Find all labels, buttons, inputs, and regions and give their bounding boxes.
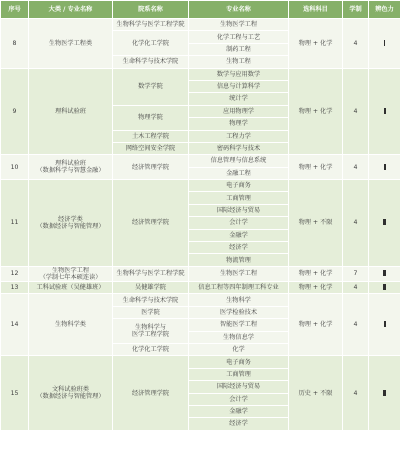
color-level-bar-icon <box>384 321 386 327</box>
group-subjects: 物理 + 化学 <box>289 282 343 294</box>
major-name: 金融工程 <box>189 167 289 179</box>
major-name: 金融学 <box>189 405 289 417</box>
color-level <box>369 356 400 430</box>
college-name: 数学学院 <box>113 68 189 105</box>
college-name: 化学化工学院 <box>113 31 189 56</box>
major-name: 信息与计算科学 <box>189 80 289 92</box>
group-years: 4 <box>343 294 369 356</box>
group-category: 生物医学工程 （学制七年本硕连读） <box>29 266 113 281</box>
color-level <box>369 180 400 267</box>
major-name: 化学工程与工艺 <box>189 31 289 43</box>
group-no: 11 <box>1 180 29 267</box>
color-level-bar-icon <box>384 164 386 170</box>
table-row <box>1 155 400 167</box>
group-subjects: 物理 + 化学 <box>289 19 343 69</box>
group-category: 理科试验班 （数据科学与智慧金融） <box>29 155 113 180</box>
major-name: 应用物理学 <box>189 105 289 117</box>
group-subjects: 物理 + 不限 <box>289 180 343 267</box>
major-name: 工程力学 <box>189 130 289 142</box>
major-name: 密码科学与技术 <box>189 142 289 154</box>
color-level-bar-icon <box>383 219 386 225</box>
college-name: 土木工程学院 <box>113 130 189 142</box>
header-years: 学制 <box>343 1 369 19</box>
major-name: 会计学 <box>189 393 289 405</box>
group-subjects: 物理 + 化学 <box>289 68 343 155</box>
group-years: 4 <box>343 19 369 69</box>
major-name: 经济学 <box>189 242 289 254</box>
group-category: 理科试验班 <box>29 68 113 155</box>
college-name: 医学院 <box>113 306 189 318</box>
table-row <box>1 356 400 368</box>
header-subjects: 选科科目 <box>289 1 343 19</box>
group-years: 4 <box>343 356 369 430</box>
color-level <box>369 282 400 294</box>
header-color: 辨色力 <box>369 1 400 19</box>
major-name: 工商管理 <box>189 368 289 380</box>
group-category: 经济学类 （数据经济与智能管理） <box>29 180 113 267</box>
group-category: 文科试验班类 （数据经济与智能管理） <box>29 356 113 430</box>
major-name: 电子商务 <box>189 356 289 368</box>
college-name: 生物科学与医学工程学院 <box>113 19 189 31</box>
college-name: 生物科学与医学工程学院 <box>113 266 189 281</box>
group-no: 15 <box>1 356 29 430</box>
college-name: 生物科学与 医学工程学院 <box>113 319 189 344</box>
header-no: 序号 <box>1 1 29 19</box>
major-name: 金融学 <box>189 229 289 241</box>
college-name: 经济管理学院 <box>113 180 189 267</box>
college-name: 生命科学与技术学院 <box>113 56 189 68</box>
major-name: 统计学 <box>189 93 289 105</box>
color-level-bar-icon <box>383 270 386 276</box>
group-category: 工科试验班（吴健雄班） <box>29 282 113 294</box>
college-name: 经济管理学院 <box>113 155 189 180</box>
college-name: 化学化工学院 <box>113 344 189 356</box>
major-name: 信息工程等四年制理工科专业 <box>189 282 289 294</box>
major-name: 电子商务 <box>189 180 289 192</box>
major-name: 物流管理 <box>189 254 289 266</box>
header-category: 大类 / 专业名称 <box>29 1 113 19</box>
table-row <box>1 180 400 192</box>
group-subjects: 物理 + 化学 <box>289 266 343 281</box>
group-years: 4 <box>343 155 369 180</box>
color-level-bar-icon <box>384 40 385 46</box>
color-level <box>369 155 400 180</box>
color-level-bar-icon <box>383 284 386 290</box>
color-level <box>369 68 400 155</box>
group-category: 生物科学类 <box>29 294 113 356</box>
color-level <box>369 294 400 356</box>
major-name: 会计学 <box>189 217 289 229</box>
major-name: 制药工程 <box>189 43 289 55</box>
group-subjects: 物理 + 化学 <box>289 155 343 180</box>
header-row <box>1 1 400 19</box>
group-years: 4 <box>343 68 369 155</box>
group-no: 8 <box>1 19 29 69</box>
group-no: 10 <box>1 155 29 180</box>
major-name: 数学与应用数学 <box>189 68 289 80</box>
color-level-bar-icon <box>384 108 386 114</box>
college-name: 网络空间安全学院 <box>113 142 189 154</box>
group-category: 生物医学工程类 <box>29 19 113 69</box>
color-level-bar-icon <box>383 390 386 396</box>
major-name: 生物科学 <box>189 294 289 306</box>
group-no: 12 <box>1 266 29 281</box>
group-subjects: 物理 + 化学 <box>289 294 343 356</box>
major-name: 生物工程 <box>189 56 289 68</box>
major-name: 化学 <box>189 344 289 356</box>
table-row <box>1 266 400 281</box>
major-name: 国际经济与贸易 <box>189 204 289 216</box>
group-no: 14 <box>1 294 29 356</box>
table-row <box>1 294 400 306</box>
group-no: 9 <box>1 68 29 155</box>
major-name: 医学检验技术 <box>189 306 289 318</box>
table-row <box>1 282 400 294</box>
major-name: 生物医学工程 <box>189 19 289 31</box>
group-subjects: 历史 + 不限 <box>289 356 343 430</box>
group-years: 4 <box>343 282 369 294</box>
header-college: 院系名称 <box>113 1 189 19</box>
major-name: 信息管理与信息系统 <box>189 155 289 167</box>
group-years: 4 <box>343 180 369 267</box>
group-years: 7 <box>343 266 369 281</box>
table-body <box>1 19 400 431</box>
color-level <box>369 266 400 281</box>
major-name: 生物信息学 <box>189 331 289 343</box>
major-name: 生物医学工程 <box>189 266 289 281</box>
group-no: 13 <box>1 282 29 294</box>
college-name: 生命科学与技术学院 <box>113 294 189 306</box>
major-name: 经济学 <box>189 418 289 430</box>
color-level <box>369 19 400 69</box>
table-row <box>1 19 400 31</box>
college-name: 吴健雄学院 <box>113 282 189 294</box>
major-name: 智能医学工程 <box>189 319 289 331</box>
college-name: 经济管理学院 <box>113 356 189 430</box>
major-name: 物理学 <box>189 118 289 130</box>
major-name: 国际经济与贸易 <box>189 381 289 393</box>
header-major: 专业名称 <box>189 1 289 19</box>
college-name: 物理学院 <box>113 105 189 130</box>
major-name: 工商管理 <box>189 192 289 204</box>
table-row <box>1 68 400 80</box>
